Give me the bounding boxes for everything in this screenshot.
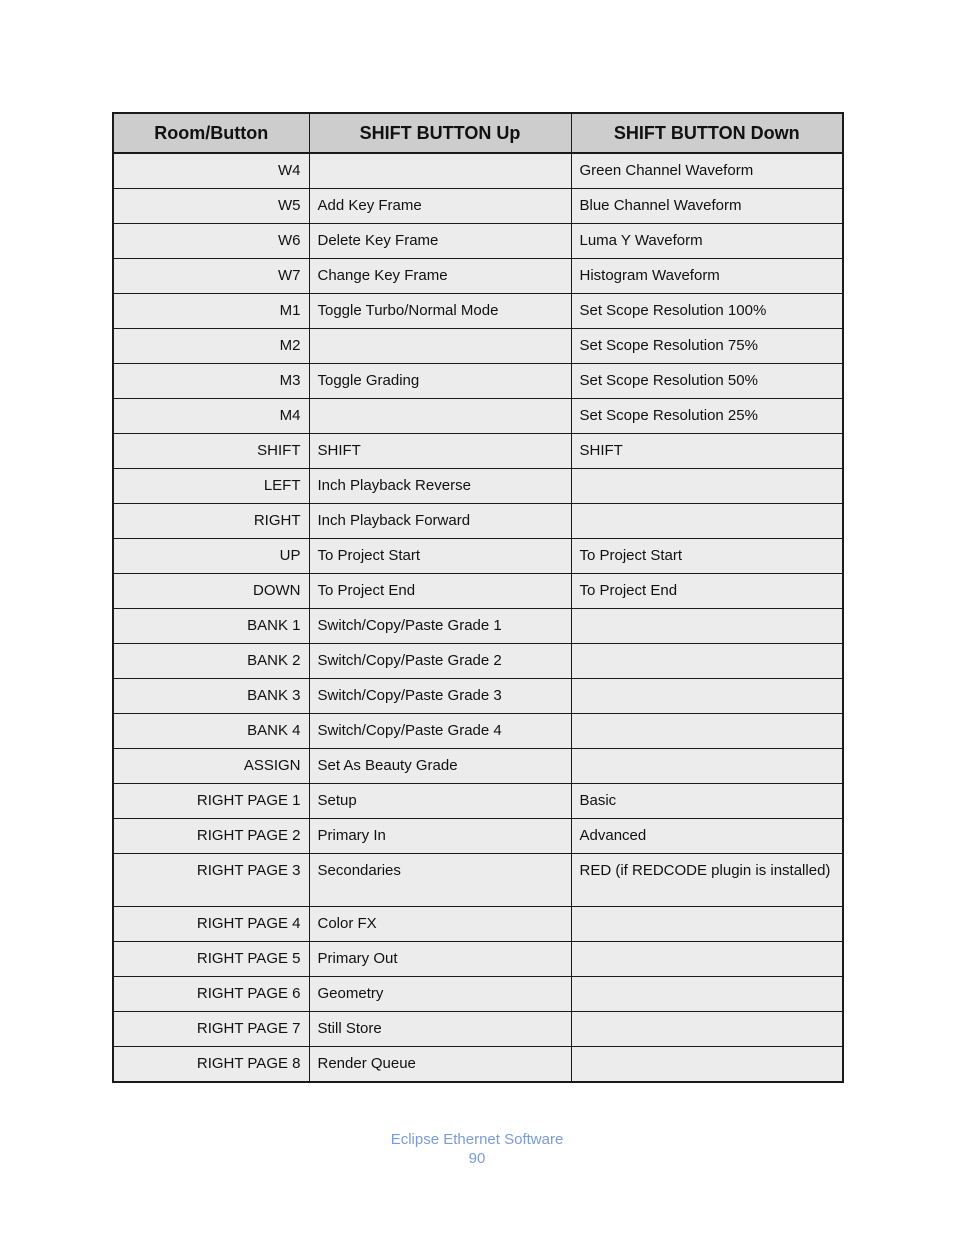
cell-room-button: RIGHT PAGE 7 (113, 1012, 309, 1047)
cell-shift-up: Secondaries (309, 854, 571, 907)
cell-shift-down (571, 1047, 843, 1083)
cell-room-button: W6 (113, 224, 309, 259)
cell-room-button: RIGHT (113, 504, 309, 539)
cell-room-button: RIGHT PAGE 6 (113, 977, 309, 1012)
cell-shift-up: Render Queue (309, 1047, 571, 1083)
cell-shift-up: Primary Out (309, 942, 571, 977)
cell-shift-down: Advanced (571, 819, 843, 854)
cell-shift-down: Set Scope Resolution 75% (571, 329, 843, 364)
cell-shift-down (571, 714, 843, 749)
cell-shift-down (571, 504, 843, 539)
cell-shift-down (571, 1012, 843, 1047)
cell-shift-up: Set As Beauty Grade (309, 749, 571, 784)
cell-room-button: DOWN (113, 574, 309, 609)
table-header-row (113, 113, 843, 153)
cell-shift-down (571, 977, 843, 1012)
cell-shift-up: Switch/Copy/Paste Grade 1 (309, 609, 571, 644)
cell-room-button: RIGHT PAGE 3 (113, 854, 309, 907)
table-row (113, 434, 843, 469)
cell-room-button: ASSIGN (113, 749, 309, 784)
table-row (113, 714, 843, 749)
cell-room-button: M4 (113, 399, 309, 434)
cell-shift-up: Still Store (309, 1012, 571, 1047)
header-shift-up: SHIFT BUTTON Up (309, 113, 571, 153)
cell-room-button: SHIFT (113, 434, 309, 469)
cell-shift-down: Basic (571, 784, 843, 819)
cell-shift-up: Switch/Copy/Paste Grade 4 (309, 714, 571, 749)
cell-shift-up: Add Key Frame (309, 189, 571, 224)
table-row (113, 679, 843, 714)
cell-shift-down (571, 907, 843, 942)
cell-shift-down (571, 749, 843, 784)
cell-shift-down: To Project End (571, 574, 843, 609)
button-mapping-table (112, 112, 844, 1083)
cell-room-button: BANK 3 (113, 679, 309, 714)
cell-room-button: BANK 2 (113, 644, 309, 679)
table-row (113, 259, 843, 294)
table-row (113, 942, 843, 977)
table-row (113, 364, 843, 399)
cell-room-button: W7 (113, 259, 309, 294)
cell-shift-down: Set Scope Resolution 25% (571, 399, 843, 434)
cell-room-button: RIGHT PAGE 8 (113, 1047, 309, 1083)
cell-shift-down: RED (if REDCODE plugin is installed) (571, 854, 843, 907)
cell-room-button: RIGHT PAGE 2 (113, 819, 309, 854)
table-row (113, 399, 843, 434)
table-row (113, 294, 843, 329)
cell-room-button: W4 (113, 153, 309, 189)
cell-shift-up: Toggle Grading (309, 364, 571, 399)
cell-shift-up: Toggle Turbo/Normal Mode (309, 294, 571, 329)
cell-shift-up: Color FX (309, 907, 571, 942)
cell-shift-up: Inch Playback Reverse (309, 469, 571, 504)
table-row (113, 189, 843, 224)
cell-shift-down (571, 609, 843, 644)
cell-shift-down: Histogram Waveform (571, 259, 843, 294)
cell-room-button: M1 (113, 294, 309, 329)
cell-room-button: UP (113, 539, 309, 574)
cell-shift-down (571, 644, 843, 679)
table-row (113, 784, 843, 819)
table-row (113, 469, 843, 504)
cell-room-button: M3 (113, 364, 309, 399)
header-room-button: Room/Button (113, 113, 309, 153)
cell-shift-up: SHIFT (309, 434, 571, 469)
cell-shift-up: Switch/Copy/Paste Grade 3 (309, 679, 571, 714)
cell-shift-down: Blue Channel Waveform (571, 189, 843, 224)
cell-shift-up: Switch/Copy/Paste Grade 2 (309, 644, 571, 679)
table-row (113, 539, 843, 574)
cell-shift-up: To Project Start (309, 539, 571, 574)
cell-shift-down: Set Scope Resolution 100% (571, 294, 843, 329)
cell-shift-up: Primary In (309, 819, 571, 854)
cell-shift-up: To Project End (309, 574, 571, 609)
cell-room-button: W5 (113, 189, 309, 224)
table-row (113, 153, 843, 189)
cell-room-button: RIGHT PAGE 5 (113, 942, 309, 977)
cell-shift-down: Green Channel Waveform (571, 153, 843, 189)
cell-shift-down: Set Scope Resolution 50% (571, 364, 843, 399)
table-row (113, 749, 843, 784)
cell-shift-up: Change Key Frame (309, 259, 571, 294)
table-row (113, 977, 843, 1012)
cell-shift-up: Geometry (309, 977, 571, 1012)
header-shift-down: SHIFT BUTTON Down (571, 113, 843, 153)
cell-shift-up: Setup (309, 784, 571, 819)
cell-room-button: BANK 1 (113, 609, 309, 644)
cell-room-button: BANK 4 (113, 714, 309, 749)
cell-shift-down (571, 469, 843, 504)
cell-room-button: LEFT (113, 469, 309, 504)
cell-shift-up (309, 153, 571, 189)
cell-shift-up (309, 399, 571, 434)
cell-room-button: RIGHT PAGE 4 (113, 907, 309, 942)
table-row (113, 1012, 843, 1047)
cell-shift-up: Delete Key Frame (309, 224, 571, 259)
page-footer (0, 1130, 954, 1168)
cell-shift-down (571, 679, 843, 714)
cell-shift-up: Inch Playback Forward (309, 504, 571, 539)
page-number: 90 (468, 1150, 486, 1167)
cell-shift-down: Luma Y Waveform (571, 224, 843, 259)
cell-shift-down: To Project Start (571, 539, 843, 574)
table-row (113, 907, 843, 942)
table-body (113, 153, 843, 1082)
cell-room-button: RIGHT PAGE 1 (113, 784, 309, 819)
table-row (113, 224, 843, 259)
table-row (113, 854, 843, 907)
table-row (113, 504, 843, 539)
footer-title: Eclipse Ethernet Software (390, 1131, 564, 1148)
table-row (113, 644, 843, 679)
table-row (113, 1047, 843, 1083)
table-row (113, 819, 843, 854)
cell-room-button: M2 (113, 329, 309, 364)
cell-shift-up (309, 329, 571, 364)
table-row (113, 329, 843, 364)
cell-shift-down: SHIFT (571, 434, 843, 469)
cell-shift-down (571, 942, 843, 977)
table-row (113, 609, 843, 644)
table-row (113, 574, 843, 609)
